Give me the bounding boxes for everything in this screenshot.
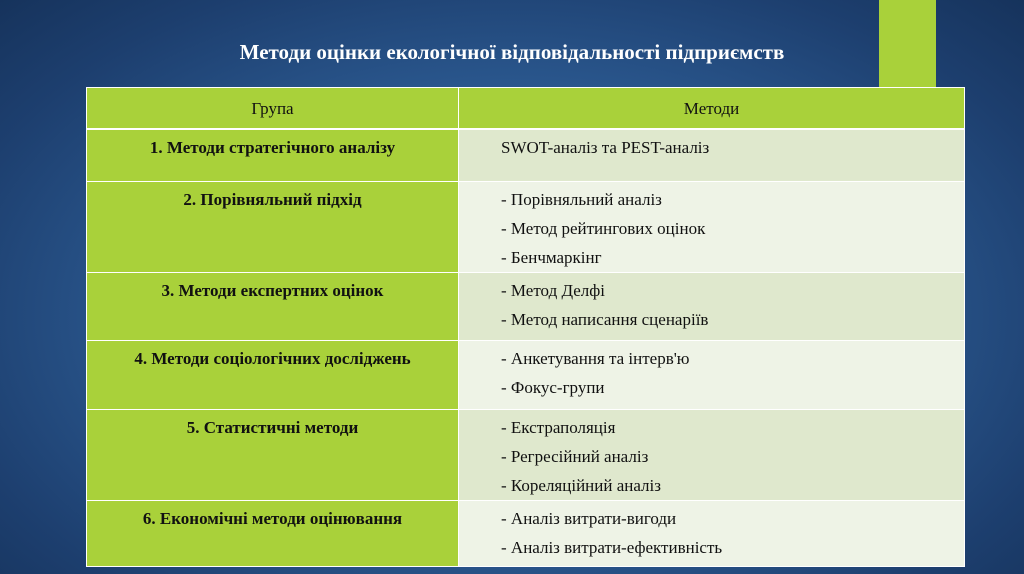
method-item: SWOT-аналіз та PEST-аналіз: [501, 138, 710, 157]
group-cell: 6. Економічні методи оцінювання: [87, 500, 459, 566]
method-item: - Порівняльний аналіз: [501, 189, 662, 209]
header-group: Група: [87, 88, 459, 130]
table-row: [87, 409, 965, 500]
methods-cell: [459, 500, 965, 566]
method-item: - Фокус-групи: [501, 377, 605, 397]
method-item: - Анкетування та інтерв'ю: [501, 348, 690, 368]
group-cell: 1. Методи стратегічного аналізу: [87, 129, 459, 181]
table-row: [87, 340, 965, 409]
method-item: - Регресійний аналіз: [501, 446, 649, 466]
methods-cell: [459, 129, 965, 181]
method-item: - Бенчмаркінг: [501, 247, 602, 267]
method-item: - Метод рейтингових оцінок: [501, 218, 706, 238]
methods-cell: [459, 181, 965, 272]
group-cell: 3. Методи експертних оцінок: [87, 272, 459, 340]
method-item: - Екстраполяція: [501, 417, 616, 437]
methods-table: [86, 87, 965, 567]
method-item: - Метод написання сценаріїв: [501, 309, 709, 329]
table-row: [87, 129, 965, 181]
table-row: [87, 181, 965, 272]
method-item: - Аналіз витрати-ефективність: [501, 537, 723, 557]
table-row: [87, 272, 965, 340]
method-item: - Кореляційний аналіз: [501, 475, 661, 495]
methods-cell: [459, 340, 965, 409]
methods-cell: [459, 272, 965, 340]
header-methods: Методи: [459, 88, 965, 130]
group-cell: 2. Порівняльний підхід: [87, 181, 459, 272]
group-cell: 4. Методи соціологічних досліджень: [87, 340, 459, 409]
group-cell: 5. Статистичні методи: [87, 409, 459, 500]
table-header-row: [87, 88, 965, 130]
table-row: [87, 500, 965, 566]
method-item: - Аналіз витрати-вигоди: [501, 508, 677, 528]
slide-title: Методи оцінки екологічної відповідальності підприємств: [239, 40, 785, 64]
methods-cell: [459, 409, 965, 500]
method-item: - Метод Делфі: [501, 280, 606, 300]
